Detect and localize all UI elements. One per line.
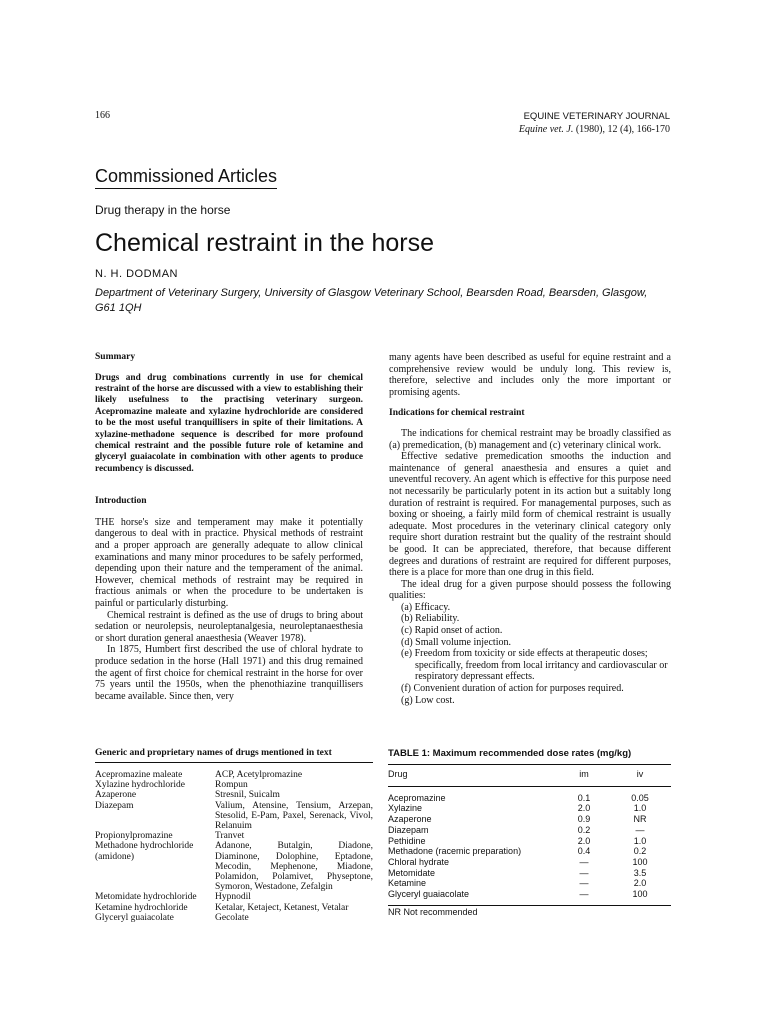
column-header-drug: Drug — [388, 765, 559, 787]
proprietary-names: Rompun — [215, 780, 248, 791]
table-row — [95, 770, 373, 780]
article-title: Chemical restraint in the horse — [95, 229, 435, 257]
summary-text: Drugs and drug combinations currently in use for chemical restraint of the horse are discussed with a view to establishing their likely usefulness to the practising veterinary surgeon. Acepromazine maleate and xylazine hydrochloride are considered to be the most useful tranquillisers in spite of their limitations. A xylazine-methadone sequence is described for more profound chemical restraint and the possible future role of ketamine and glyceryl guaiacolate in combination with other agents to produce recumbency is discussed. — [95, 372, 363, 474]
body-paragraph: The indications for chemical restraint may be broadly classified as (a) premedication, (b) management and (c) veterinary clinical work. — [389, 427, 671, 451]
im-dose-cell: 0.4 — [577, 846, 591, 857]
page-number: 166 — [95, 110, 110, 121]
author-affiliation: Department of Veterinary Surgery, University of Glasgow Veterinary School, Bearsden Road, Bearsden, Glasgow, G61 1QH — [95, 287, 648, 314]
im-dose-cell: 0.9 — [577, 814, 591, 825]
drug-cell: Azaperone — [388, 814, 432, 825]
table-header-row — [388, 765, 671, 787]
proprietary-names: Gecolate — [215, 912, 249, 923]
iv-dose-cell: 0.2 — [633, 846, 647, 857]
table-row — [95, 790, 373, 800]
proprietary-names: Adanone, Butalgin, Diadone, Diaminone, Dolophine, Eptadone, Mecodin, Mephenone, Miadone, Polamidon, Polamivet, Physeptone, Symoron, Westadone, Zefalgin — [215, 841, 373, 893]
iv-dose-cell: 100 — [609, 889, 671, 905]
drug-cell: Acepromazine — [388, 792, 446, 803]
qualities-list — [389, 602, 671, 706]
summary-heading: Summary — [95, 352, 136, 362]
table-row — [95, 780, 373, 790]
table-row — [95, 831, 373, 841]
body-paragraph: many agents have been described as useful for equine restraint and a comprehensive review would be unduly long. This review is, therefore, selective and includes only the more important or promising agents. — [389, 352, 671, 398]
iv-dose-cell: 2.0 — [633, 878, 647, 889]
proprietary-names: ACP, Acetylpromazine — [215, 770, 303, 780]
journal-header — [519, 110, 670, 136]
generic-table-rule — [95, 762, 373, 763]
im-dose-cell: 2.0 — [577, 835, 591, 846]
column-header-im: im — [559, 765, 609, 787]
table-row — [95, 913, 373, 923]
iv-dose-cell: — — [635, 824, 645, 835]
journal-citation — [519, 123, 670, 136]
quality-item: (a) Efficacy. — [401, 601, 451, 613]
table-row — [388, 868, 671, 879]
intro-paragraph: Chemical restraint is defined as the use of drugs to bring about sedation or neurolepsis, neuroleptanalgesia, neuroleptanaesthesia or short duration general anaesthesia (Weaver 1978). — [95, 609, 363, 644]
dose-rates-table — [388, 764, 671, 906]
table-row — [95, 903, 373, 913]
table-row — [95, 801, 373, 832]
generic-names-table — [95, 770, 373, 923]
table-row — [388, 857, 671, 868]
im-dose-cell: 0.1 — [577, 792, 591, 803]
drug-cell: Metomidate — [388, 867, 436, 878]
quality-item: (c) Rapid onset of action. — [401, 625, 503, 637]
article-kicker: Drug therapy in the horse — [95, 203, 231, 217]
intro-paragraph: In 1875, Humbert first described the use of chloral hydrate to produce sedation in the horse (Hall 1971) and this drug remained the agent of first choice for chemical restraint in the horse for over 75 years until the 1950s, when the phenothiazine tranquillisers became available. Since then, very — [95, 644, 363, 702]
citation-details: (1980), 12 (4), 166-170 — [573, 124, 670, 135]
iv-dose-cell: 1.0 — [633, 835, 647, 846]
iv-dose-cell: 100 — [632, 856, 648, 867]
table-row — [95, 841, 373, 892]
table-row — [388, 803, 671, 814]
im-dose-cell: 2.0 — [577, 803, 591, 814]
proprietary-names: Tranvet — [215, 831, 245, 842]
generic-name: Propionylpromazine — [95, 831, 173, 842]
im-dose-cell: — — [579, 856, 589, 867]
drug-cell: Diazepam — [388, 824, 429, 835]
introduction-heading: Introduction — [95, 496, 147, 507]
drug-cell: Xylazine — [388, 803, 423, 814]
drug-cell: Pethidine — [388, 835, 426, 846]
iv-dose-cell: 1.0 — [633, 803, 647, 814]
proprietary-names: Ketalar, Ketaject, Ketanest, Vetalar — [215, 902, 349, 913]
table1-footnote: NR Not recommended — [388, 907, 478, 917]
table-row — [388, 889, 671, 905]
generic-name: Methadone hydrochloride (amidone) — [95, 841, 194, 862]
quality-item: (f) Convenient duration of action for purposes required. — [401, 683, 624, 695]
table-row — [388, 814, 671, 825]
im-dose-cell: — — [579, 867, 589, 878]
table-row — [388, 878, 671, 889]
iv-dose-cell: NR — [633, 814, 647, 825]
im-dose-cell: — — [559, 889, 609, 905]
proprietary-names: Stresnil, Suicalm — [215, 790, 280, 801]
column-header-iv: iv — [609, 765, 671, 787]
generic-name: Metomidate hydrochloride — [95, 892, 197, 903]
body-paragraph: The ideal drug for a given purpose should possess the following qualities: — [389, 578, 671, 602]
drug-cell: Chloral hydrate — [388, 856, 450, 867]
drug-cell: Ketamine — [388, 878, 427, 889]
generic-name: Ketamine hydrochloride — [95, 902, 188, 913]
quality-item: (e) Freedom from toxicity or side effects at therapeutic doses; specifically, freedom from local irritancy and cardiovascular or respiratory depressant effects. — [401, 648, 668, 683]
table-row — [388, 836, 671, 847]
drug-cell: Glyceryl guaiacolate — [388, 889, 559, 905]
proprietary-names: Valium, Atensine, Tensium, Arzepan, Stesolid, E-Pam, Paxel, Serenack, Vivol, Relanuim — [215, 800, 373, 832]
generic-name: Glyceryl guaiacolate — [95, 912, 174, 923]
generic-name: Diazepam — [95, 800, 134, 811]
table1-caption: TABLE 1: Maximum recommended dose rates (mg/kg) — [388, 748, 632, 759]
generic-table-heading: Generic and proprietary names of drugs mentioned in text — [95, 748, 332, 758]
proprietary-names: Hypnodil — [215, 892, 251, 903]
im-dose-cell: 0.2 — [577, 824, 591, 835]
im-dose-cell: — — [579, 878, 589, 889]
generic-name: Acepromazine maleate — [95, 770, 183, 780]
iv-dose-cell: 0.05 — [631, 792, 649, 803]
author-name: N. H. DODMAN — [95, 268, 178, 280]
quality-item: (g) Low cost. — [401, 694, 455, 706]
right-column — [389, 352, 671, 706]
drug-cell: Methadone (racemic preparation) — [388, 846, 522, 857]
indications-heading: Indications for chemical restraint — [389, 408, 525, 419]
section-heading: Commissioned Articles — [95, 166, 277, 189]
table-row — [388, 846, 671, 857]
citation-journal: Equine vet. J. — [518, 124, 574, 135]
table-row — [95, 892, 373, 902]
journal-name: EQUINE VETERINARY JOURNAL — [523, 111, 670, 122]
intro-paragraph: THE horse's size and temperament may make it potentially dangerous to deal with in practice. Physical methods of restraint and a proper approach are generally adequate to allow clinical examinations and many minor procedures to be safely performed, depending upon their nature and the temperament of the animal. However, chemical methods of restraint may be required in fractious animals or when the procedure to be undertaken is painful or particularly disturbing. — [95, 516, 363, 609]
iv-dose-cell: 3.5 — [633, 867, 647, 878]
body-paragraph: Effective sedative premedication smooths the induction and maintenance of general anaesthesia and ensures a quiet and uneventful recovery. An agent which is effective for this purpose need not necessarily be particularly potent in its action but a suitably long duration of restraint is required. For managemental purposes, such as boxing or shoeing, a fairly mild form of chemical restraint is usually adequate. Most procedures in the veterinary clinical category only require short duration restraint but the quality of the restraint should be good. It can be appreciated, therefore, that because different degrees and durations of restraint are required for different purposes, there is a place for more than one drug in this field. — [389, 451, 671, 579]
quality-item: (d) Small volume injection. — [401, 636, 511, 648]
table-row — [388, 786, 671, 803]
generic-name: Azaperone — [95, 790, 137, 801]
table-row — [388, 825, 671, 836]
left-column — [95, 352, 363, 702]
quality-item: (b) Reliability. — [401, 613, 460, 625]
generic-name: Xylazine hydrochloride — [95, 780, 185, 791]
